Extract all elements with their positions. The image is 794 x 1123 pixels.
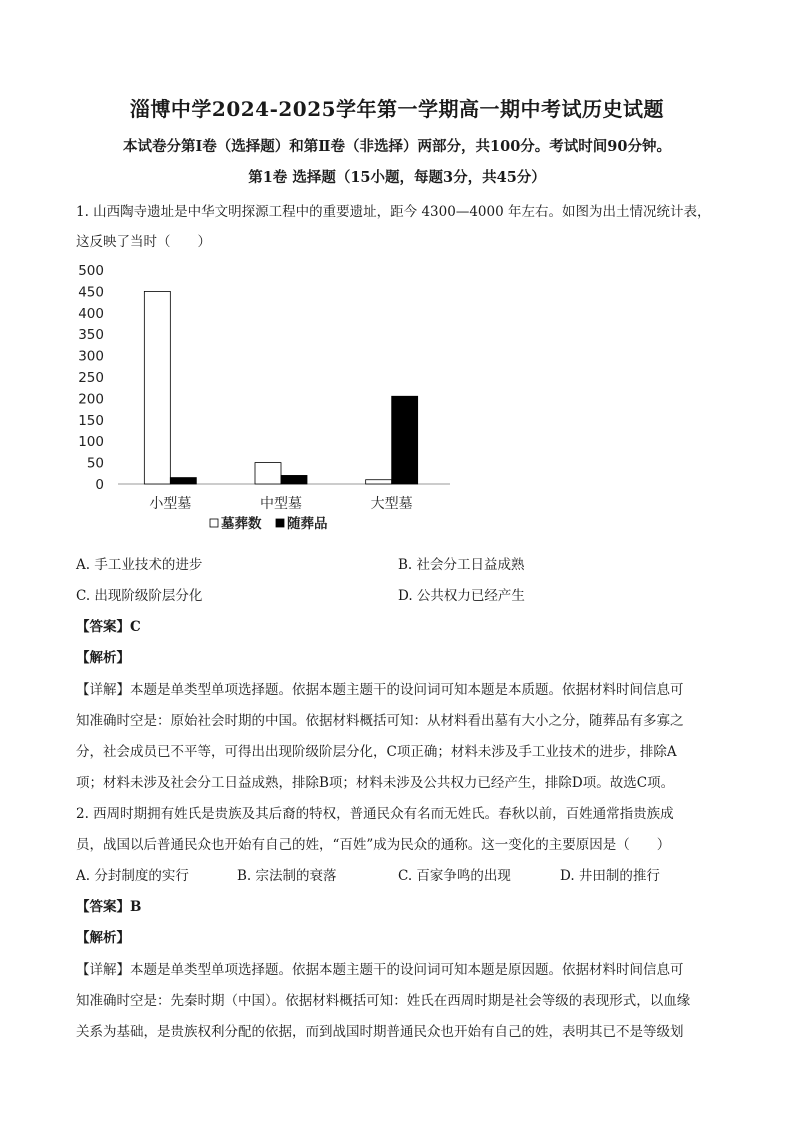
y-tick-label: 0 bbox=[95, 477, 104, 493]
exam-instructions: 本试卷分第Ⅰ卷（选择题）和第Ⅱ卷（非选择）两部分，共100分。考试时间90分钟。 bbox=[123, 138, 671, 155]
y-tick-label: 150 bbox=[78, 412, 104, 429]
x-tick-label: 中型墓 bbox=[260, 496, 302, 512]
q2-stem-line: 2. 西周时期拥有姓氏是贵族及其后裔的特权，普通民众有名而无姓氏。春秋以前，百姓通常指贵族成 bbox=[76, 806, 674, 822]
q1-stem-line1: 1. 山西陶寺遗址是中华文明探源工程中的重要遗址，距今 4300—4000 年左右。如图为出土情况统计表， bbox=[76, 204, 711, 220]
q1-detail-line: 【详解】本题是单类型单项选择题。依据本题主题干的设问词可知本题是本质题。依据材料时间信息可 bbox=[76, 682, 684, 698]
q2-detail-line: 【详解】本题是单类型单项选择题。依据本题主题干的设问词可知本题是原因题。依据材料时间信息可 bbox=[76, 962, 684, 978]
bar-burial-goods bbox=[392, 396, 418, 484]
y-tick-label: 100 bbox=[78, 434, 104, 451]
section-title: 第1卷 选择题（15小题，每题3分，共45分） bbox=[248, 169, 546, 186]
q1-option-c: C. 出现阶级阶层分化 bbox=[76, 588, 203, 604]
legend-swatch bbox=[276, 519, 284, 527]
y-tick-label: 300 bbox=[78, 348, 104, 365]
q2-option-b: B. 宗法制的衰落 bbox=[237, 868, 337, 884]
q2-option-c: C. 百家争鸣的出现 bbox=[398, 868, 511, 884]
q1-option-a: A. 手工业技术的进步 bbox=[76, 557, 203, 573]
q1-option-d: D. 公共权力已经产生 bbox=[398, 588, 525, 604]
q1-bar-chart bbox=[76, 258, 456, 548]
q2-detail-line: 关系为基础，是贵族权利分配的依据，而到战国时期普通民众也开始有自己的姓，表明其已不是等级划 bbox=[76, 1024, 684, 1040]
q1-stem-line2: 这反映了当时（ ） bbox=[76, 234, 211, 250]
q1-detail-line: 知准确时空是：原始社会时期的中国。依据材料概括可知：从材料看出墓有大小之分，随葬品有多寡之 bbox=[76, 713, 684, 729]
x-tick-label: 大型墓 bbox=[370, 496, 413, 512]
chart-svg bbox=[76, 258, 456, 548]
x-tick-label: 小型墓 bbox=[149, 496, 192, 512]
legend-label: 墓葬数 bbox=[221, 516, 262, 532]
q1-detail-line: 项；材料未涉及社会分工日益成熟，排除B项；材料未涉及公共权力已经产生，排除D项。故选C项。 bbox=[76, 775, 675, 791]
bar-tomb-count bbox=[144, 291, 170, 484]
y-tick-label: 500 bbox=[78, 263, 104, 279]
y-tick-label: 50 bbox=[86, 455, 104, 472]
q1-detail-line: 分，社会成员已不平等，可得出出现阶级阶层分化，C项正确；材料未涉及手工业技术的进步，排除A bbox=[76, 744, 677, 760]
q2-stem-line: 员，战国以后普通民众也开始有自己的姓，“百姓”成为民众的通称。这一变化的主要原因是（ ） bbox=[76, 837, 671, 853]
y-tick-label: 250 bbox=[78, 370, 104, 386]
q2-analysis-heading: 【解析】 bbox=[76, 930, 130, 946]
q2-detail-line: 知准确时空是：先秦时期（中国）。依据材料概括可知：姓氏在西周时期是社会等级的表现形式，以血缘 bbox=[76, 993, 691, 1009]
y-tick-label: 450 bbox=[78, 284, 104, 301]
bar-burial-goods bbox=[170, 478, 196, 484]
q2-option-a: A. 分封制度的实行 bbox=[76, 868, 189, 884]
page-title: 淄博中学2024-2025学年第一学期高一期中考试历史试题 bbox=[129, 97, 665, 121]
q2-answer: 【答案】B bbox=[76, 899, 142, 915]
bar-tomb-count bbox=[255, 463, 281, 484]
y-tick-label: 200 bbox=[78, 391, 104, 408]
bar-burial-goods bbox=[281, 475, 307, 484]
legend-swatch bbox=[210, 519, 218, 527]
y-tick-label: 350 bbox=[78, 327, 104, 344]
q2-option-d: D. 井田制的推行 bbox=[560, 868, 660, 884]
legend-label: 随葬品 bbox=[287, 516, 328, 532]
q1-option-b: B. 社会分工日益成熟 bbox=[398, 557, 525, 573]
bar-tomb-count bbox=[366, 480, 392, 484]
q1-answer: 【答案】C bbox=[76, 619, 141, 635]
q1-analysis-heading: 【解析】 bbox=[76, 650, 130, 666]
y-tick-label: 400 bbox=[78, 305, 104, 322]
